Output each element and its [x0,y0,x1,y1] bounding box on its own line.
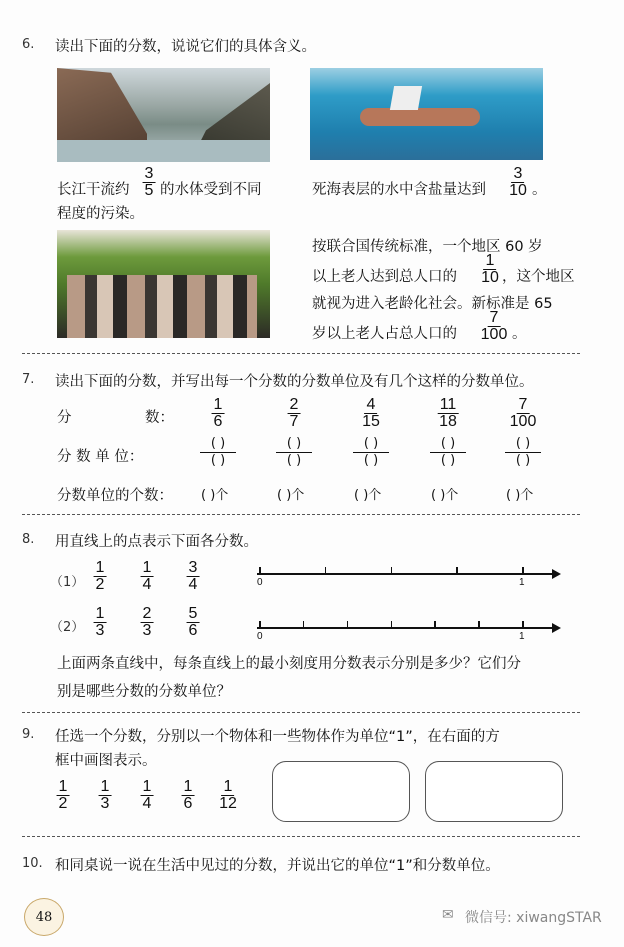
numerator: 4 [366,396,376,413]
unit-answer-blank[interactable] [353,436,389,469]
caption1-c: 程度的污染。 [57,206,144,222]
numerator: 1 [485,252,495,269]
wechat-icon: ✉ [442,907,454,923]
q7-prompt: 读出下面的分数，并写出每一个分数的分数单位及有几个这样的分数单位。 [55,374,534,390]
numerator: 1 [213,396,223,413]
numerator: 7 [489,309,499,326]
tick-mark [303,621,305,628]
numerator: 1 [142,778,152,795]
para-line4b: 。 [512,326,527,342]
number-line-2 [257,627,553,642]
denominator: 5 [144,182,154,199]
q8-prompt: 用直线上的点表示下面各分数。 [55,534,258,550]
fraction [187,560,200,593]
fraction [57,779,70,812]
axis-label-end: 1 [519,577,525,588]
drawing-box-2[interactable] [425,761,563,822]
unit-numerator-blank[interactable]: ( ) [353,436,389,453]
fraction [94,560,107,593]
fraction [481,310,508,343]
count-answer-blank[interactable]: ( )个 [201,488,229,503]
numerator: 3 [188,559,198,576]
tick-mark [456,567,458,574]
unit-numerator-blank[interactable]: ( ) [276,436,312,453]
divider [22,712,580,713]
denominator: 10 [509,182,527,199]
tick-mark [434,621,436,628]
caption1-b: 的水体受到不同 [160,182,262,198]
unit-denominator-blank[interactable]: ( ) [210,453,226,468]
fraction [141,779,154,812]
fraction [481,253,499,286]
unit-answer-blank[interactable] [430,436,466,469]
row-label-fraction-b: 数： [145,410,174,426]
unit-answer-blank[interactable] [505,436,541,469]
fraction [219,779,237,812]
q7-number: 7. [22,372,35,387]
dead-sea-photo [310,68,543,160]
page-number: 48 [35,909,53,925]
watermark: 微信号: xiwangSTAR [465,910,602,926]
tick-mark [391,567,393,574]
fraction [99,779,112,812]
yangtze-river-photo [57,68,270,162]
unit-numerator-blank[interactable]: ( ) [505,436,541,453]
numerator: 1 [183,778,193,795]
count-answer-blank[interactable]: ( )个 [354,488,382,503]
tick-mark [522,621,524,628]
fraction [509,166,527,199]
numerator: 1 [95,605,105,622]
fraction [212,397,225,430]
denominator: 4 [188,576,198,593]
tick-mark [522,567,524,574]
q6-prompt: 读出下面的分数，说说它们的具体含义。 [55,39,316,55]
numerator: 1 [100,778,110,795]
fraction [438,397,459,430]
unit-answer-blank[interactable] [276,436,312,469]
part2-label: （2） [50,620,85,635]
denominator: 4 [142,795,152,812]
para-line2a: 以上老人达到总人口的 [312,269,457,285]
tick-mark [478,621,480,628]
divider [22,836,580,837]
numerator: 1 [142,559,152,576]
caption2-b: 。 [532,182,547,198]
count-answer-blank[interactable]: ( )个 [431,488,459,503]
fraction [187,606,200,639]
para-line3: 就视为进入老龄化社会。新标准是 65 [312,296,553,312]
q6-number: 6. [22,37,35,52]
divider [22,353,580,354]
numerator: 1 [95,559,105,576]
unit-numerator-blank[interactable]: ( ) [200,436,236,453]
drawing-box-1[interactable] [272,761,410,822]
q9-number: 9. [22,727,35,742]
denominator: 2 [95,576,105,593]
q10-number: 10. [22,856,43,871]
numerator: 3 [513,165,523,182]
q9-prompt-line1: 任选一个分数，分别以一个物体和一些物体作为单位“1”，在右面的方 [55,729,500,745]
page-number-badge [24,898,64,936]
row-label-unit: 分 数 单 位： [57,449,144,465]
axis-label-end: 1 [519,631,525,642]
axis-label-start: 0 [257,577,263,588]
denominator: 100 [509,413,537,430]
unit-denominator-blank[interactable]: ( ) [515,453,531,468]
q9-prompt-line2: 框中画图表示。 [55,753,157,769]
unit-numerator-blank[interactable]: ( ) [430,436,466,453]
tick-mark [325,567,327,574]
denominator: 3 [95,622,105,639]
fraction [182,779,195,812]
number-line-1 [257,573,553,588]
denominator: 4 [142,576,152,593]
fraction [362,397,380,430]
numerator: 1 [58,778,68,795]
numerator: 7 [518,396,528,413]
numerator: 11 [439,396,457,413]
fraction [510,397,537,430]
numerator: 5 [188,605,198,622]
denominator: 6 [188,622,198,639]
denominator: 3 [142,622,152,639]
axis-label-start: 0 [257,631,263,642]
elderly-people-photo [57,230,270,338]
tick-mark [391,621,393,628]
caption2-a: 死海表层的水中含盐量达到 [312,182,486,198]
denominator: 2 [58,795,68,812]
q8-number: 8. [22,532,35,547]
numerator: 1 [223,778,233,795]
para-line2b: ，这个地区 [502,269,575,285]
unit-answer-blank[interactable] [200,436,236,469]
caption1-a: 长江干流约 [57,182,130,198]
denominator: 18 [439,413,457,430]
denominator: 6 [213,413,223,430]
denominator: 3 [100,795,110,812]
denominator: 10 [481,269,499,286]
para-line1: 按联合国传统标准，一个地区 60 岁 [312,239,543,255]
numerator: 3 [144,165,154,182]
q8-question-line2: 别是哪些分数的分数单位？ [57,684,231,700]
unit-denominator-blank[interactable]: ( ) [286,453,302,468]
fraction [288,397,301,430]
fraction [141,560,154,593]
numerator: 2 [142,605,152,622]
tick-mark [259,621,261,628]
row-label-count: 分数单位的个数： [57,488,173,504]
denominator: 15 [362,413,380,430]
count-answer-blank[interactable]: ( )个 [277,488,305,503]
denominator: 7 [289,413,299,430]
numerator: 2 [289,396,299,413]
q8-question-line1: 上面两条直线中，每条直线上的最小刻度用分数表示分别是多少？它们分 [57,656,521,672]
denominator: 12 [219,795,237,812]
unit-denominator-blank[interactable]: ( ) [440,453,456,468]
fraction [143,166,156,199]
denominator: 100 [480,326,508,343]
para-line4a: 岁以上老人占总人口的 [312,326,457,342]
part1-label: （1） [50,575,85,590]
q10-prompt: 和同桌说一说在生活中见过的分数，并说出它的单位“1”和分数单位。 [55,858,500,874]
fraction [141,606,154,639]
tick-mark [259,567,261,574]
fraction [94,606,107,639]
count-answer-blank[interactable]: ( )个 [506,488,534,503]
denominator: 6 [183,795,193,812]
tick-mark [347,621,349,628]
divider [22,514,580,515]
row-label-fraction-a: 分 [57,410,72,426]
unit-denominator-blank[interactable]: ( ) [363,453,379,468]
